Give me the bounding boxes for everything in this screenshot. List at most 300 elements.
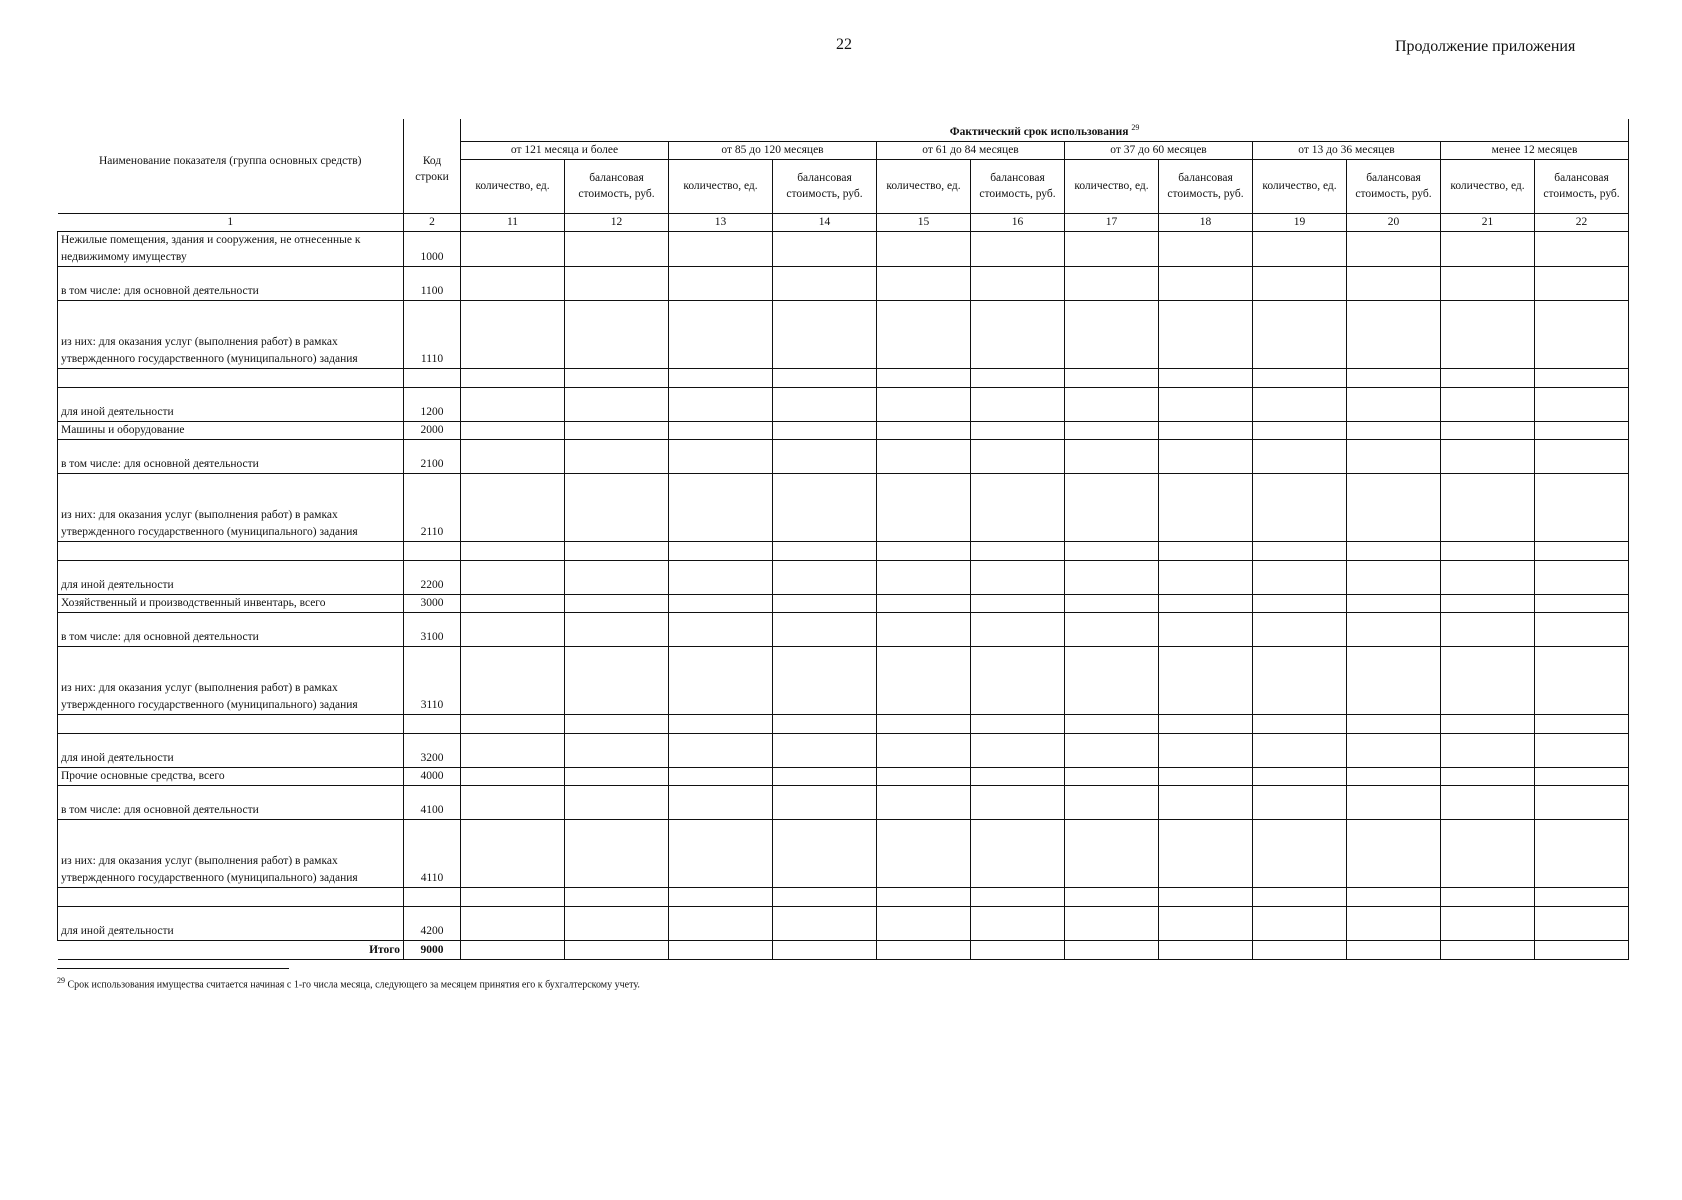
data-cell[interactable]: [1535, 819, 1629, 887]
data-cell[interactable]: [1535, 439, 1629, 473]
data-cell[interactable]: [669, 819, 773, 887]
table-row: [58, 231, 1629, 266]
data-cell[interactable]: [1253, 439, 1347, 473]
data-cell[interactable]: [461, 646, 565, 714]
column-number: 22: [1535, 213, 1629, 231]
data-cell[interactable]: [461, 819, 565, 887]
data-cell[interactable]: [565, 612, 669, 646]
data-cell[interactable]: [1253, 887, 1347, 906]
row-name: из них: для оказания услуг (выполнения работ) в рамках утвержденного государственного (муниципального) задания: [58, 819, 404, 887]
data-cell[interactable]: [1065, 767, 1159, 785]
data-cell[interactable]: [1065, 887, 1159, 906]
data-cell[interactable]: [1347, 733, 1441, 767]
data-cell[interactable]: [1253, 612, 1347, 646]
data-cell[interactable]: [1535, 785, 1629, 819]
data-cell[interactable]: [1535, 940, 1629, 959]
period-header: от 61 до 84 месяцев: [877, 141, 1065, 159]
data-cell[interactable]: [461, 560, 565, 594]
data-cell[interactable]: [461, 387, 565, 421]
data-cell[interactable]: [1441, 612, 1535, 646]
data-cell[interactable]: [669, 368, 773, 387]
data-cell[interactable]: [773, 231, 877, 266]
data-cell[interactable]: [1441, 940, 1535, 959]
data-cell[interactable]: [1253, 421, 1347, 439]
data-cell[interactable]: [877, 560, 971, 594]
data-cell[interactable]: [1535, 594, 1629, 612]
data-cell[interactable]: [877, 906, 971, 940]
data-cell[interactable]: [1441, 439, 1535, 473]
data-cell[interactable]: [773, 594, 877, 612]
row-name: в том числе: для основной деятельности: [58, 266, 404, 300]
period-header: от 121 месяца и более: [461, 141, 669, 159]
data-cell[interactable]: [1253, 785, 1347, 819]
data-cell[interactable]: [1065, 473, 1159, 541]
data-cell[interactable]: [1065, 612, 1159, 646]
data-cell[interactable]: [1347, 767, 1441, 785]
data-cell[interactable]: [565, 231, 669, 266]
row-code: 1000: [404, 231, 461, 266]
data-cell[interactable]: [1535, 473, 1629, 541]
data-cell[interactable]: [877, 612, 971, 646]
data-cell[interactable]: [1441, 906, 1535, 940]
data-cell[interactable]: [669, 541, 773, 560]
data-cell[interactable]: [565, 819, 669, 887]
data-cell[interactable]: [971, 714, 1065, 733]
data-cell[interactable]: [669, 231, 773, 266]
data-cell[interactable]: [669, 785, 773, 819]
data-cell[interactable]: [1065, 300, 1159, 368]
data-cell[interactable]: [461, 785, 565, 819]
data-cell[interactable]: [669, 421, 773, 439]
data-cell[interactable]: [1159, 421, 1253, 439]
column-number: 12: [565, 213, 669, 231]
data-cell[interactable]: [1441, 733, 1535, 767]
data-cell[interactable]: [565, 940, 669, 959]
data-cell[interactable]: [1441, 231, 1535, 266]
data-cell[interactable]: [669, 266, 773, 300]
row-code: [404, 887, 461, 906]
data-cell[interactable]: [971, 387, 1065, 421]
data-cell[interactable]: [565, 387, 669, 421]
data-cell[interactable]: [877, 387, 971, 421]
data-cell[interactable]: [1159, 439, 1253, 473]
data-cell[interactable]: [1159, 300, 1253, 368]
data-cell[interactable]: [1441, 421, 1535, 439]
data-cell[interactable]: [971, 785, 1065, 819]
data-cell[interactable]: [669, 387, 773, 421]
data-cell[interactable]: [877, 439, 971, 473]
data-cell[interactable]: [565, 473, 669, 541]
data-cell[interactable]: [565, 560, 669, 594]
row-name: Прочие основные средства, всего: [58, 767, 404, 785]
data-cell[interactable]: [1535, 887, 1629, 906]
data-cell[interactable]: [1159, 231, 1253, 266]
column-number: 14: [773, 213, 877, 231]
data-cell[interactable]: [1159, 560, 1253, 594]
data-cell[interactable]: [773, 714, 877, 733]
data-cell[interactable]: [877, 300, 971, 368]
data-cell[interactable]: [1159, 940, 1253, 959]
data-cell[interactable]: [565, 733, 669, 767]
data-cell[interactable]: [971, 560, 1065, 594]
data-cell[interactable]: [1065, 560, 1159, 594]
data-cell[interactable]: [1347, 541, 1441, 560]
data-cell[interactable]: [669, 733, 773, 767]
data-cell[interactable]: [461, 714, 565, 733]
data-cell[interactable]: [971, 940, 1065, 959]
data-cell[interactable]: [1347, 887, 1441, 906]
data-cell[interactable]: [971, 300, 1065, 368]
value-header: балансовая стоимость, руб.: [1159, 159, 1253, 213]
data-cell[interactable]: [1159, 594, 1253, 612]
data-cell[interactable]: [877, 473, 971, 541]
data-cell[interactable]: [461, 439, 565, 473]
data-cell[interactable]: [669, 767, 773, 785]
data-cell[interactable]: [971, 819, 1065, 887]
data-cell[interactable]: [1253, 906, 1347, 940]
data-cell[interactable]: [1347, 560, 1441, 594]
data-cell[interactable]: [773, 266, 877, 300]
data-cell[interactable]: [1253, 473, 1347, 541]
data-cell[interactable]: [669, 646, 773, 714]
data-cell[interactable]: [1065, 439, 1159, 473]
data-cell[interactable]: [1441, 887, 1535, 906]
data-cell[interactable]: [1159, 387, 1253, 421]
data-cell[interactable]: [565, 439, 669, 473]
data-cell[interactable]: [1159, 767, 1253, 785]
data-cell[interactable]: [773, 473, 877, 541]
data-cell[interactable]: [1347, 646, 1441, 714]
data-cell[interactable]: [1253, 560, 1347, 594]
data-cell[interactable]: [669, 439, 773, 473]
data-cell[interactable]: [1253, 940, 1347, 959]
period-header: менее 12 месяцев: [1441, 141, 1629, 159]
footnote-text: Срок использования имущества считается начиная с 1-го числа месяца, следующего за месяцем принятия его к бухгалтерскому учету.: [67, 979, 640, 991]
data-cell[interactable]: [971, 439, 1065, 473]
data-cell[interactable]: [669, 906, 773, 940]
data-cell[interactable]: [1065, 940, 1159, 959]
data-cell[interactable]: [669, 560, 773, 594]
data-cell[interactable]: [877, 231, 971, 266]
data-cell[interactable]: [971, 231, 1065, 266]
data-cell[interactable]: [1065, 231, 1159, 266]
row-code: 4000: [404, 767, 461, 785]
data-cell[interactable]: [1347, 231, 1441, 266]
data-cell[interactable]: [1441, 300, 1535, 368]
data-cell[interactable]: [565, 300, 669, 368]
data-cell[interactable]: [1535, 612, 1629, 646]
data-cell[interactable]: [1065, 646, 1159, 714]
data-cell[interactable]: [1535, 368, 1629, 387]
data-cell[interactable]: [877, 646, 971, 714]
data-cell[interactable]: [971, 368, 1065, 387]
data-cell[interactable]: [461, 473, 565, 541]
data-cell[interactable]: [971, 541, 1065, 560]
period-header: от 37 до 60 месяцев: [1065, 141, 1253, 159]
data-cell[interactable]: [1253, 594, 1347, 612]
data-cell[interactable]: [1065, 714, 1159, 733]
data-cell[interactable]: [565, 594, 669, 612]
column-number: 17: [1065, 213, 1159, 231]
data-cell[interactable]: [1253, 819, 1347, 887]
data-cell[interactable]: [971, 733, 1065, 767]
data-cell[interactable]: [773, 767, 877, 785]
data-cell[interactable]: [1253, 266, 1347, 300]
column-number: 13: [669, 213, 773, 231]
data-cell[interactable]: [669, 940, 773, 959]
data-cell[interactable]: [773, 300, 877, 368]
data-cell[interactable]: [669, 714, 773, 733]
data-cell[interactable]: [461, 594, 565, 612]
data-cell[interactable]: [669, 300, 773, 368]
data-cell[interactable]: [971, 906, 1065, 940]
data-cell[interactable]: [971, 594, 1065, 612]
data-cell[interactable]: [1441, 387, 1535, 421]
data-cell[interactable]: [971, 887, 1065, 906]
data-cell[interactable]: [1159, 612, 1253, 646]
column-number: 11: [461, 213, 565, 231]
data-cell[interactable]: [1159, 541, 1253, 560]
data-cell[interactable]: [773, 733, 877, 767]
data-cell[interactable]: [1441, 560, 1535, 594]
data-cell[interactable]: [971, 421, 1065, 439]
data-cell[interactable]: [461, 940, 565, 959]
table-row: [58, 785, 1629, 819]
table-row: [58, 887, 1629, 906]
data-cell[interactable]: [1347, 473, 1441, 541]
data-cell[interactable]: [1159, 733, 1253, 767]
data-cell[interactable]: [1347, 819, 1441, 887]
data-cell[interactable]: [565, 421, 669, 439]
data-cell[interactable]: [461, 612, 565, 646]
data-cell[interactable]: [1159, 819, 1253, 887]
data-cell[interactable]: [1347, 594, 1441, 612]
data-cell[interactable]: [1535, 541, 1629, 560]
data-cell[interactable]: [1535, 646, 1629, 714]
data-cell[interactable]: [773, 439, 877, 473]
data-cell[interactable]: [1441, 767, 1535, 785]
data-cell[interactable]: [877, 266, 971, 300]
data-cell[interactable]: [1159, 906, 1253, 940]
data-cell[interactable]: [971, 646, 1065, 714]
data-cell[interactable]: [1065, 594, 1159, 612]
data-cell[interactable]: [1441, 266, 1535, 300]
table-row: [58, 612, 1629, 646]
data-cell[interactable]: [773, 421, 877, 439]
data-cell[interactable]: [1159, 785, 1253, 819]
row-name: Нежилые помещения, здания и сооружения, не отнесенные к недвижимому имуществу: [58, 231, 404, 266]
data-cell[interactable]: [773, 819, 877, 887]
data-cell[interactable]: [773, 785, 877, 819]
data-cell[interactable]: [1065, 387, 1159, 421]
data-cell[interactable]: [565, 714, 669, 733]
data-cell[interactable]: [565, 767, 669, 785]
data-cell[interactable]: [1535, 421, 1629, 439]
data-cell[interactable]: [773, 368, 877, 387]
data-cell[interactable]: [1347, 300, 1441, 368]
data-cell[interactable]: [565, 785, 669, 819]
data-cell[interactable]: [773, 887, 877, 906]
data-cell[interactable]: [877, 594, 971, 612]
data-cell[interactable]: [669, 473, 773, 541]
row-code: 3100: [404, 612, 461, 646]
data-cell[interactable]: [877, 368, 971, 387]
row-code: 2000: [404, 421, 461, 439]
data-cell[interactable]: [1535, 767, 1629, 785]
data-cell[interactable]: [565, 541, 669, 560]
name-column-header: Наименование показателя (группа основных средств): [58, 119, 404, 213]
data-cell[interactable]: [1347, 387, 1441, 421]
row-code: 4110: [404, 819, 461, 887]
data-cell[interactable]: [1347, 439, 1441, 473]
data-cell[interactable]: [773, 560, 877, 594]
data-cell[interactable]: [877, 940, 971, 959]
data-cell[interactable]: [1347, 906, 1441, 940]
data-cell[interactable]: [1159, 887, 1253, 906]
data-cell[interactable]: [1347, 940, 1441, 959]
data-cell[interactable]: [565, 368, 669, 387]
data-cell[interactable]: [565, 646, 669, 714]
data-cell[interactable]: [1441, 646, 1535, 714]
data-cell[interactable]: [773, 906, 877, 940]
data-cell[interactable]: [773, 387, 877, 421]
data-cell[interactable]: [461, 887, 565, 906]
table-row: [58, 906, 1629, 940]
data-cell[interactable]: [461, 767, 565, 785]
data-cell[interactable]: [773, 541, 877, 560]
data-cell[interactable]: [1347, 714, 1441, 733]
data-cell[interactable]: [669, 612, 773, 646]
qty-header: количество, ед.: [669, 159, 773, 213]
data-cell[interactable]: [1159, 266, 1253, 300]
data-cell[interactable]: [773, 612, 877, 646]
data-cell[interactable]: [1347, 368, 1441, 387]
data-cell[interactable]: [461, 906, 565, 940]
data-cell[interactable]: [1441, 368, 1535, 387]
data-cell[interactable]: [1065, 266, 1159, 300]
data-cell[interactable]: [1441, 714, 1535, 733]
data-cell[interactable]: [461, 541, 565, 560]
data-cell[interactable]: [877, 785, 971, 819]
row-code: 1110: [404, 300, 461, 368]
table-row: [58, 646, 1629, 714]
data-cell[interactable]: [1535, 560, 1629, 594]
data-cell[interactable]: [1253, 231, 1347, 266]
data-cell[interactable]: [877, 714, 971, 733]
data-cell[interactable]: [1159, 473, 1253, 541]
data-cell[interactable]: [1535, 387, 1629, 421]
column-number: 16: [971, 213, 1065, 231]
data-cell[interactable]: [1159, 646, 1253, 714]
data-cell[interactable]: [1065, 421, 1159, 439]
data-cell[interactable]: [461, 300, 565, 368]
row-code: 2200: [404, 560, 461, 594]
data-cell[interactable]: [971, 473, 1065, 541]
data-cell[interactable]: [1159, 714, 1253, 733]
data-cell[interactable]: [1441, 785, 1535, 819]
data-cell[interactable]: [669, 594, 773, 612]
table-row: [58, 387, 1629, 421]
data-cell[interactable]: [565, 266, 669, 300]
row-code: 3000: [404, 594, 461, 612]
data-cell[interactable]: [461, 266, 565, 300]
data-cell[interactable]: [1159, 368, 1253, 387]
data-cell[interactable]: [1535, 714, 1629, 733]
data-cell[interactable]: [971, 767, 1065, 785]
row-code: 3200: [404, 733, 461, 767]
data-cell[interactable]: [1347, 266, 1441, 300]
data-cell[interactable]: [1347, 421, 1441, 439]
data-cell[interactable]: [1441, 819, 1535, 887]
data-cell[interactable]: [1253, 541, 1347, 560]
data-cell[interactable]: [877, 541, 971, 560]
data-cell[interactable]: [1253, 300, 1347, 368]
data-cell[interactable]: [1065, 368, 1159, 387]
data-cell[interactable]: [565, 906, 669, 940]
column-number: 18: [1159, 213, 1253, 231]
data-cell[interactable]: [1065, 906, 1159, 940]
row-code: 4200: [404, 906, 461, 940]
data-cell[interactable]: [461, 368, 565, 387]
table-header: [58, 119, 1629, 231]
value-header: балансовая стоимость, руб.: [773, 159, 877, 213]
data-cell[interactable]: [1065, 785, 1159, 819]
data-cell[interactable]: [1065, 819, 1159, 887]
data-cell[interactable]: [1535, 733, 1629, 767]
data-cell[interactable]: [1253, 646, 1347, 714]
data-cell[interactable]: [971, 612, 1065, 646]
data-cell[interactable]: [1535, 266, 1629, 300]
column-number: 15: [877, 213, 971, 231]
data-cell[interactable]: [877, 421, 971, 439]
data-cell[interactable]: [877, 767, 971, 785]
data-cell[interactable]: [461, 733, 565, 767]
data-cell[interactable]: [1441, 541, 1535, 560]
data-cell[interactable]: [1253, 767, 1347, 785]
data-cell[interactable]: [1535, 906, 1629, 940]
data-cell[interactable]: [565, 887, 669, 906]
data-cell[interactable]: [1347, 612, 1441, 646]
data-cell[interactable]: [971, 266, 1065, 300]
data-cell[interactable]: [1253, 733, 1347, 767]
data-cell[interactable]: [1441, 594, 1535, 612]
data-cell[interactable]: [1535, 300, 1629, 368]
column-number: 20: [1347, 213, 1441, 231]
row-name: для иной деятельности: [58, 906, 404, 940]
data-cell[interactable]: [1065, 733, 1159, 767]
row-name: [58, 887, 404, 906]
data-cell[interactable]: [773, 646, 877, 714]
data-cell[interactable]: [773, 940, 877, 959]
table-row: [58, 473, 1629, 541]
data-cell[interactable]: [877, 819, 971, 887]
footnote-mark: 29: [57, 976, 65, 985]
data-cell[interactable]: [669, 887, 773, 906]
data-cell[interactable]: [877, 733, 971, 767]
data-cell[interactable]: [1065, 541, 1159, 560]
data-cell[interactable]: [1253, 368, 1347, 387]
data-cell[interactable]: [1253, 387, 1347, 421]
data-cell[interactable]: [461, 231, 565, 266]
data-cell[interactable]: [461, 421, 565, 439]
row-code: [404, 368, 461, 387]
data-cell[interactable]: [877, 887, 971, 906]
data-cell[interactable]: [1347, 785, 1441, 819]
data-cell[interactable]: [1535, 231, 1629, 266]
code-column-header: Код строки: [404, 119, 461, 213]
data-cell[interactable]: [1441, 473, 1535, 541]
data-cell[interactable]: [1253, 714, 1347, 733]
